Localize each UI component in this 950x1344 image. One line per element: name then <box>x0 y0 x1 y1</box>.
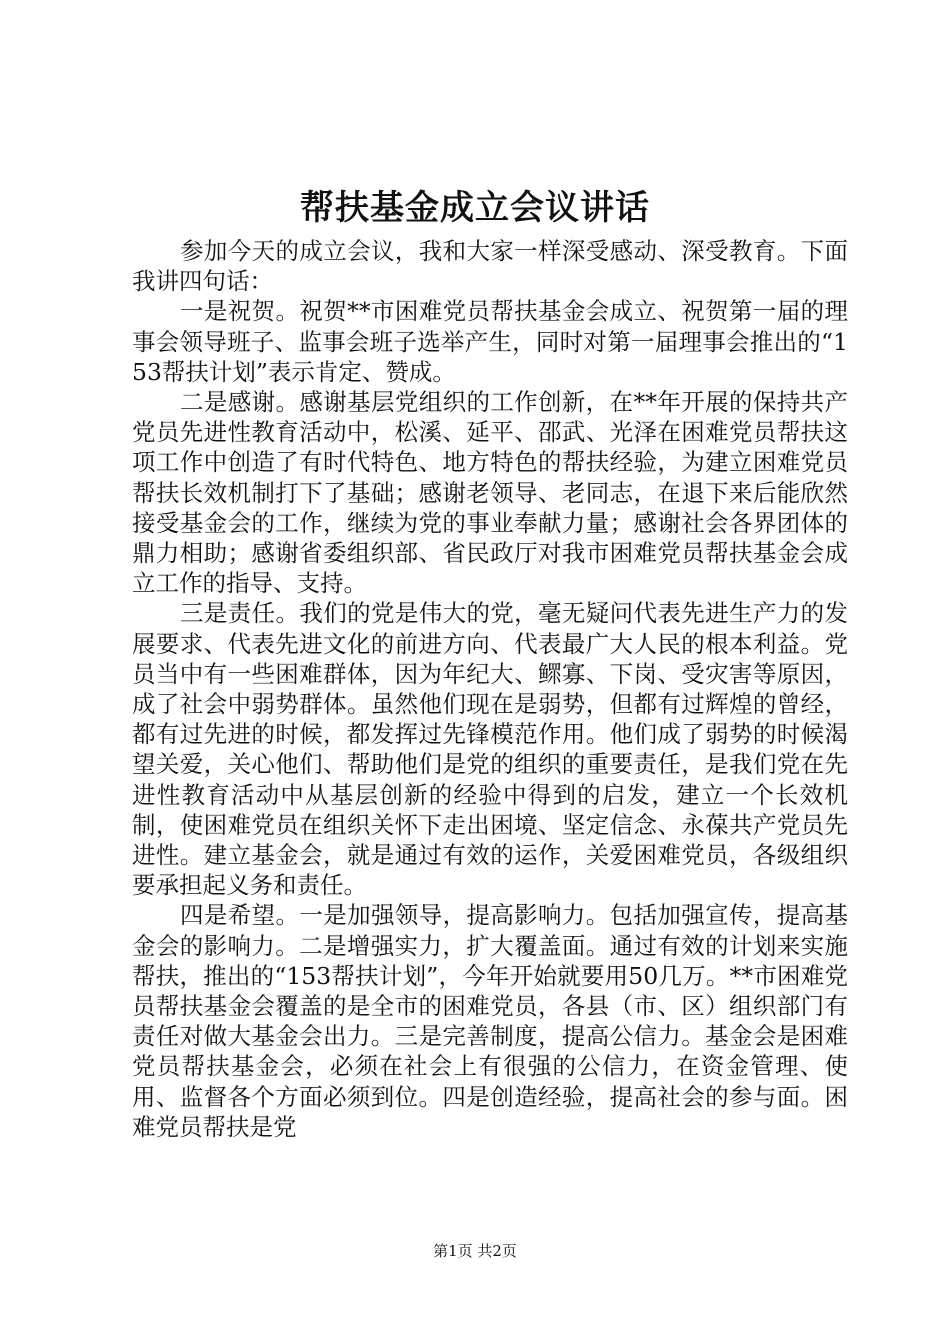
document-body <box>132 236 848 1142</box>
paragraph-intro: 参加今天的成立会议，我和大家一样深受感动、深受教育。下面我讲四句话： <box>132 237 848 296</box>
paragraph-congratulation: 一是祝贺。祝贺**市困难党员帮扶基金会成立、祝贺第一届的理事会领导班子、监事会班子选举产生，同时对第一届理事会推出的“153帮扶计划”表示肯定、赞成。 <box>132 297 848 386</box>
paragraph-responsibility: 三是责任。我们的党是伟大的党，毫无疑问代表先进生产力的发展要求、代表先进文化的前进方向、代表最广大人民的根本利益。党员当中有一些困难群体，因为年纪大、鳏寡、下岗、受灾害等原因，成了社会中弱势群体。虽然他们现在是弱势，但都有过辉煌的曾经，都有过先进的时候，都发挥过先锋模范作用。他们成了弱势的时候渴望关爱，关心他们、帮助他们是党的组织的重要责任，是我们党在先进性教育活动中从基层创新的经验中得到的启发，建立一个长效机制，使困难党员在组织关怀下走出困境、坚定信念、永葆共产党员先进性。建立基金会，就是通过有效的运作，关爱困难党员，各级组织要承担起义务和责任。 <box>132 599 848 900</box>
document-title: 帮扶基金成立会议讲话 <box>300 188 650 228</box>
page-number-footer: 第1页 共2页 <box>433 1242 517 1260</box>
paragraph-hope: 四是希望。一是加强领导，提高影响力。包括加强宣传，提高基金会的影响力。二是增强实力，扩大覆盖面。通过有效的计划来实施帮扶，推出的“153帮扶计划”，今年开始就要用50几万。**市困难党员帮扶基金会覆盖的是全市的困难党员，各县（市、区）组织部门有责任对做大基金会出力。三是完善制度，提高公信力。基金会是困难党员帮扶基金会，必须在社会上有很强的公信力，在资金管理、使用、监督各个方面必须到位。四是创造经验，提高社会的参与面。困难党员帮扶是党 <box>132 901 848 1141</box>
paragraph-thanks: 二是感谢。感谢基层党组织的工作创新，在**年开展的保持共产党员先进性教育活动中，松溪、延平、邵武、光泽在困难党员帮扶这项工作中创造了有时代特色、地方特色的帮扶经验，为建立困难党员帮扶长效机制打下了基础；感谢老领导、老同志，在退下来后能欣然接受基金会的工作，继续为党的事业奉献力量；感谢社会各界团体的鼎力相助；感谢省委组织部、省民政厅对我市困难党员帮扶基金会成立工作的指导、支持。 <box>132 388 848 598</box>
